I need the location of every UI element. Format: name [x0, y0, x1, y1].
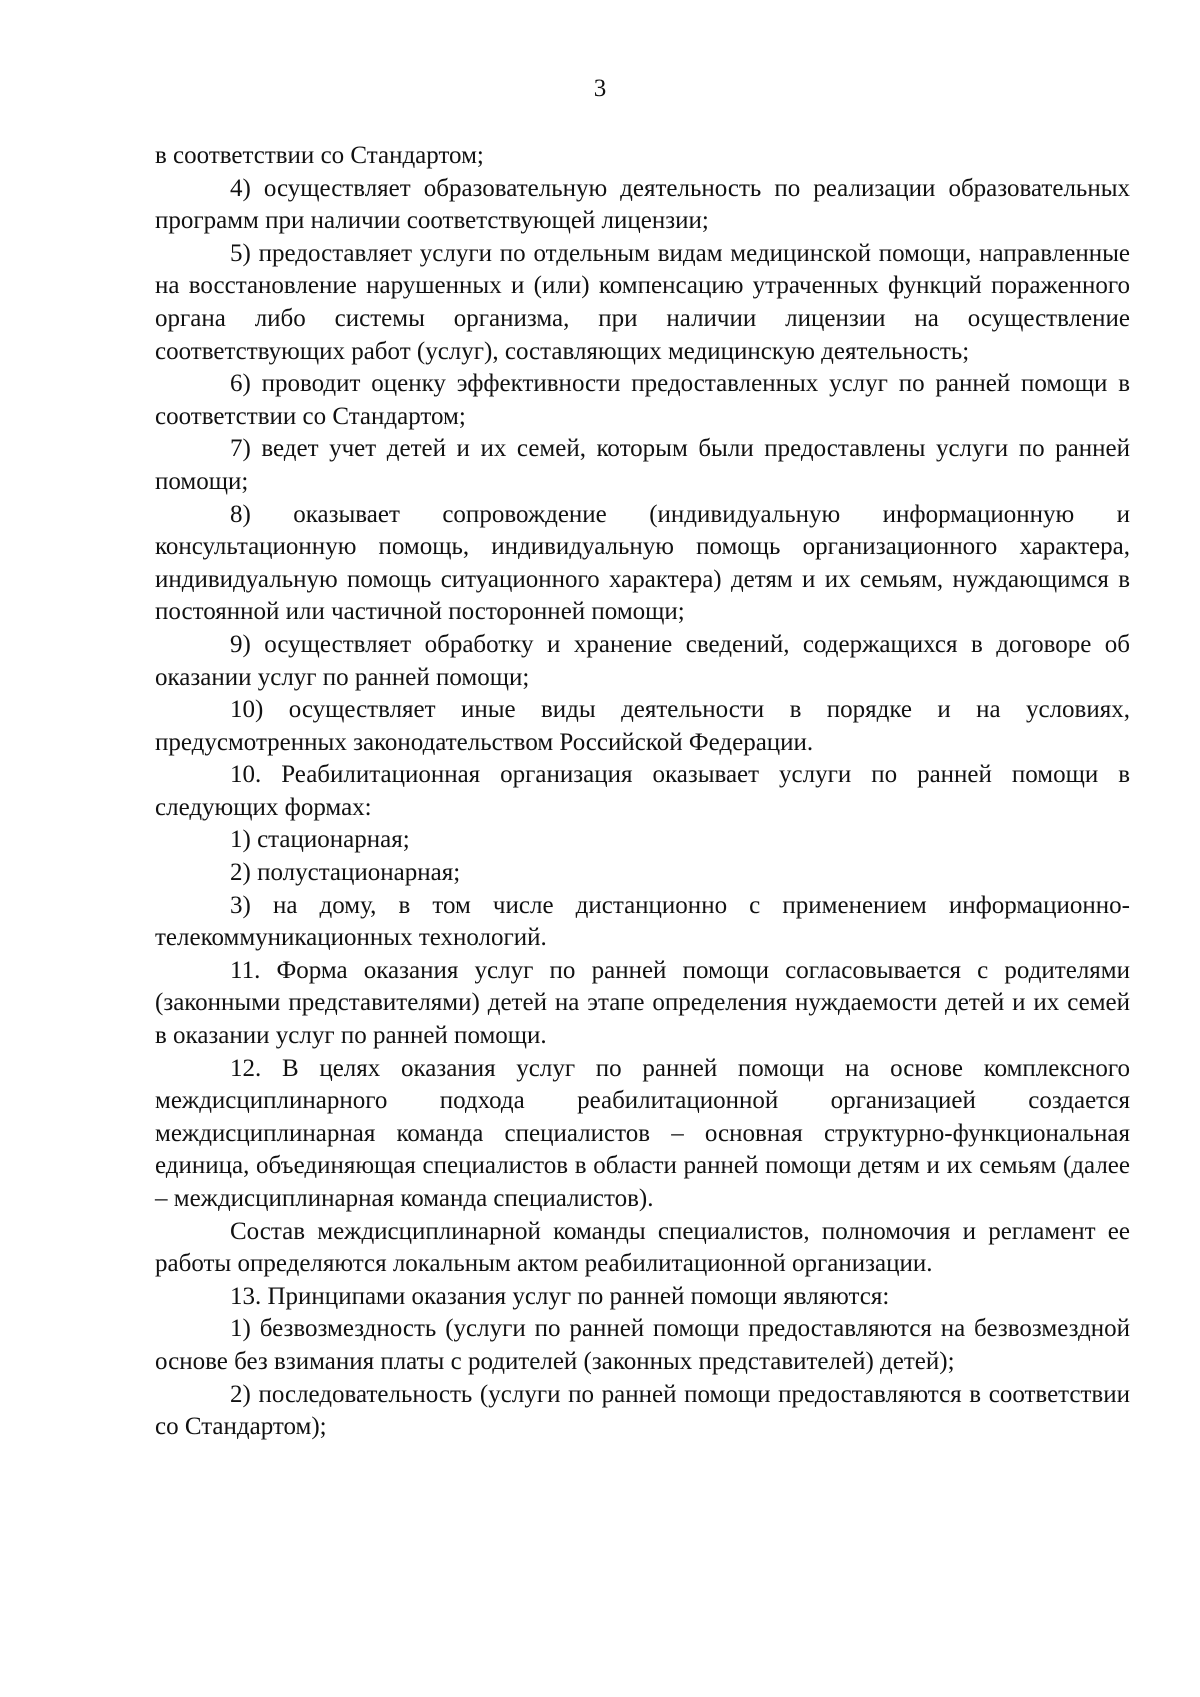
paragraph: Состав междисциплинарной команды специалистов, полномочия и регламент ее работы определяются локальным актом реабилитационной организации.: [155, 1217, 1130, 1278]
page-number: 3: [593, 75, 607, 102]
paragraph: 6) проводит оценку эффективности предоставленных услуг по ранней помощи в соответствии со Стандартом;: [155, 370, 1130, 430]
paragraph: в соответствии со Стандартом;: [155, 142, 484, 169]
paragraph: 11. Форма оказания услуг по ранней помощи согласовывается с родителями (законными представителями) детей на этапе определения нуждаемости детей и их семей в оказании услуг по ранней помощи.: [155, 956, 1130, 1050]
paragraph: 5) предоставляет услуги по отдельным видам медицинской помощи, направленные на восстановление нарушенных и (или) компенсацию утраченных функций пораженного органа либо системы организма, при наличии лицензии на осуществление соответствующих работ (услуг), составляющих медицинскую деятельность;: [155, 239, 1130, 365]
paragraph: 9) осуществляет обработку и хранение сведений, содержащихся в договоре об оказании услуг по ранней помощи;: [155, 630, 1130, 691]
paragraph: 3) на дому, в том числе дистанционно с применением информационно-телекоммуникационных технологий.: [155, 891, 1130, 952]
paragraph: 10) осуществляет иные виды деятельности в порядке и на условиях, предусмотренных законодательством Российской Федерации.: [155, 696, 1130, 756]
paragraph: 4) осуществляет образовательную деятельность по реализации образовательных программ при наличии соответствующей лицензии;: [155, 174, 1130, 235]
paragraph: 8) оказывает сопровождение (индивидуальную информационную и консультационную помощь, индивидуальную помощь организационного характера, индивидуальную помощь ситуационного характера) детям и их семьям, нуждающимся в постоянной или частичной посторонней помощи;: [155, 500, 1130, 626]
paragraph: 1) безвозмездность (услуги по ранней помощи предоставляются на безвозмездной основе без взимания платы с родителей (законных представителей) детей);: [155, 1315, 1130, 1375]
paragraph: 12. В целях оказания услуг по ранней помощи на основе комплексного междисциплинарного подхода реабилитационной организацией создается междисциплинарная команда специалистов – основная структурно-функциональная единица, объединяющая специалистов в области ранней помощи детям и их семьям (далее – междисциплинарная команда специалистов).: [155, 1054, 1130, 1212]
document-body: [155, 140, 1130, 1444]
paragraph: 7) ведет учет детей и их семей, которым были предоставлены услуги по ранней помощи;: [155, 435, 1130, 495]
paragraph: 13. Принципами оказания услуг по ранней помощи являются:: [230, 1282, 890, 1310]
paragraph: 2) полустационарная;: [230, 859, 461, 887]
paragraph: 10. Реабилитационная организация оказывает услуги по ранней помощи в следующих формах:: [155, 761, 1130, 821]
paragraph: 1) стационарная;: [230, 826, 410, 854]
paragraph: 2) последовательность (услуги по ранней помощи предоставляются в соответствии со Стандартом);: [155, 1380, 1130, 1441]
